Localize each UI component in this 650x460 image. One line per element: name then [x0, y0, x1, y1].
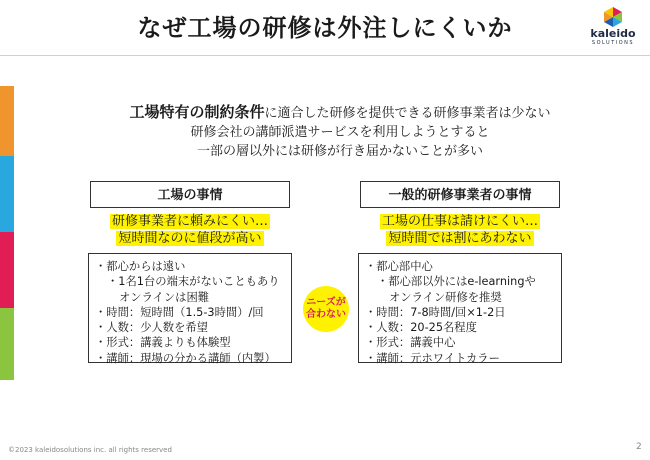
- intro-line-1-rest: に適合した研修を提供できる研修事業者は少ない: [264, 106, 551, 121]
- intro-line-1-bold: 工場特有の制約条件: [129, 103, 265, 121]
- mismatch-badge: [303, 286, 349, 332]
- logo-subtitle: SOLUTIONS: [591, 40, 635, 46]
- intro-text: [60, 103, 620, 161]
- title-divider: [0, 55, 650, 56]
- list-item: ・人数：少人数を希望: [95, 321, 208, 335]
- provider-pain-2: 短時間では割にあわない: [388, 231, 532, 246]
- factory-pain-2: 短時間なのに値段が高い: [118, 231, 262, 246]
- copyright-footer: ©2023 kaleidosolutions inc. all rights reserved: [8, 446, 172, 454]
- intro-line-3: 一部の層以外には研修が行き届かないことが多い: [196, 144, 483, 159]
- factory-conditions-box: [88, 253, 292, 363]
- intro-line-1: [60, 103, 620, 123]
- list-item: ・都心部中心: [365, 260, 433, 273]
- list-item: ・都心部以外にはe-learningや: [377, 275, 536, 289]
- provider-header: 一般的研修事業者の事情: [360, 181, 560, 208]
- intro-line-2: 研修会社の講師派遣サービスを利用しようとすると: [190, 125, 490, 140]
- kaleido-logo: [585, 6, 641, 50]
- list-item: ・時間：短時間（1.5-3時間）/回: [95, 305, 264, 319]
- accent-band-blue: [0, 156, 14, 232]
- accent-band-pink: [0, 232, 14, 308]
- logo-wordmark: kaleido: [590, 27, 636, 40]
- accent-band-green: [0, 308, 14, 380]
- list-item: ・講師：現場の分かる講師（内製）: [95, 351, 276, 365]
- mismatch-line-2: 合わない: [306, 309, 346, 320]
- list-item: オンライン研修を推奨: [389, 290, 502, 304]
- list-item: オンラインは困難: [119, 290, 210, 304]
- list-item: ・形式：講義よりも体験型: [95, 336, 231, 350]
- slide-title: なぜ工場の研修は外注しにくいか: [137, 14, 513, 42]
- provider-pain-1: 工場の仕事は請けにくい…: [381, 214, 538, 229]
- factory-header: 工場の事情: [90, 181, 290, 208]
- page-number: 2: [636, 442, 642, 452]
- provider-pain-points: [358, 213, 562, 247]
- list-item: ・人数：20-25名程度: [365, 321, 477, 335]
- accent-band-orange: [0, 86, 14, 156]
- factory-pain-points: [88, 213, 292, 247]
- mismatch-line-1: ニーズが: [306, 297, 346, 308]
- list-item: ・形式：講義中心: [365, 336, 456, 350]
- list-item: ・都心からは遠い: [95, 260, 186, 273]
- list-item: ・1名1台の端末がないこともあり: [107, 275, 280, 289]
- list-item: ・講師：元ホワイトカラー: [365, 351, 500, 365]
- provider-conditions-box: [358, 253, 562, 363]
- factory-pain-1: 研修事業者に頼みにくい…: [111, 214, 268, 229]
- list-item: ・時間：7-8時間/回×1-2日: [365, 305, 506, 319]
- kaleido-logo-mark-icon: [602, 6, 624, 28]
